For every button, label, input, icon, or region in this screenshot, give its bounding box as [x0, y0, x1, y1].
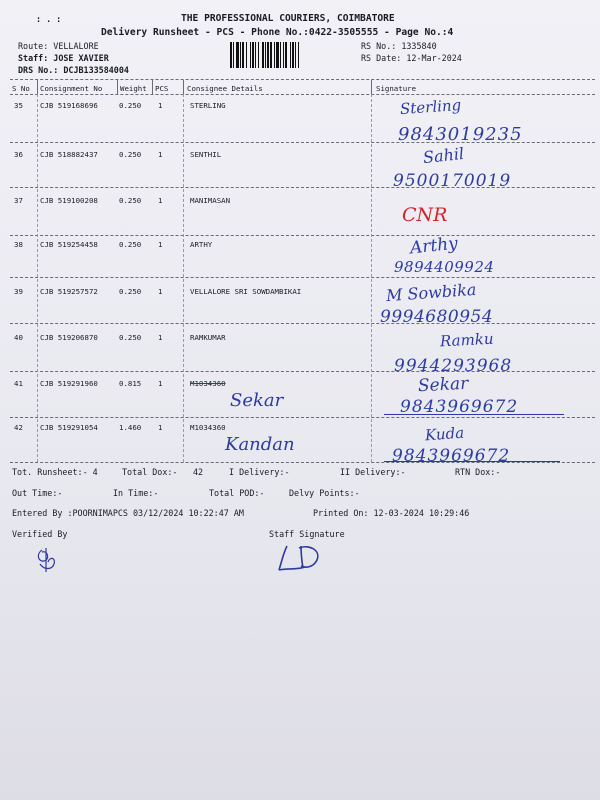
- row-consignee: VELLALORE SRI SOWDAMBIKAI: [190, 287, 302, 296]
- row-consignment: CJB 519257572: [40, 287, 98, 296]
- in-time: In Time:-: [113, 488, 159, 498]
- divider: [10, 94, 595, 95]
- row-sno: 39: [14, 287, 23, 296]
- divider: [10, 462, 595, 463]
- signature-phone: 9944293968: [394, 356, 513, 376]
- divider: [10, 371, 595, 372]
- total-dox-value: 42: [193, 467, 204, 477]
- row-pcs: 1: [158, 333, 163, 342]
- divider: [10, 277, 595, 278]
- row-sno: 35: [14, 101, 23, 110]
- printed-on: Printed On: 12-03-2024 10:29:46: [313, 508, 470, 518]
- row-consignment: CJB 519254458: [40, 240, 98, 249]
- entered-by: Entered By :POORNIMAPCS 03/12/2024 10:22:47 AM: [12, 508, 244, 518]
- rule: [183, 94, 184, 462]
- rule: [371, 94, 372, 462]
- signature-phone: 9843969672: [400, 397, 519, 417]
- signature-name: Arthy: [409, 233, 459, 259]
- signature-name: CNR: [402, 204, 448, 226]
- rs-number: RS No.: 1335840: [361, 41, 437, 51]
- rs-date: RS Date: 12-Mar-2024: [361, 53, 462, 63]
- row-weight: 0.815: [119, 379, 142, 388]
- signature-name: Sterling: [399, 95, 462, 119]
- ii-delivery: II Delivery:-: [340, 467, 406, 477]
- out-time: Out Time:-: [12, 488, 63, 498]
- row-pcs: 1: [158, 196, 163, 205]
- row-sno: 36: [14, 150, 23, 159]
- row-consignment: CJB 519291960: [40, 379, 98, 388]
- rule: [371, 80, 372, 94]
- consignee-handwritten-note: Kandan: [225, 434, 295, 455]
- staff-signature-label: Staff Signature: [269, 529, 345, 539]
- row-pcs: 1: [158, 240, 163, 249]
- divider: [10, 142, 595, 143]
- verified-by: Verified By: [12, 529, 68, 539]
- corner-mark: : . :: [36, 14, 62, 24]
- col-sno: S No: [12, 84, 30, 93]
- route: Route: VELLALORE: [18, 41, 99, 51]
- signature-name: M Sowbika: [385, 279, 477, 306]
- runsheet-title: Delivery Runsheet - PCS - Phone No.:0422-3505555 - Page No.:4: [101, 27, 454, 38]
- total-dox-label: Total Dox:-: [122, 467, 178, 477]
- divider: [10, 235, 595, 236]
- col-signature: Signature: [376, 84, 417, 93]
- row-weight: 0.250: [119, 196, 142, 205]
- col-consignment: Consignment No: [40, 84, 103, 93]
- row-consignee: M1034360: [190, 379, 226, 388]
- divider: [10, 187, 595, 188]
- signature-name: Ramku: [439, 329, 494, 351]
- row-weight: 0.250: [119, 333, 142, 342]
- row-weight: 0.250: [119, 101, 142, 110]
- row-consignee: M1034360: [190, 423, 226, 432]
- row-sno: 37: [14, 196, 23, 205]
- row-consignment: CJB 519291054: [40, 423, 98, 432]
- row-sno: 42: [14, 423, 23, 432]
- row-consignee: MANIMASAN: [190, 196, 231, 205]
- col-weight: Weight: [120, 84, 147, 93]
- row-consignee: STERLING: [190, 101, 226, 110]
- barcode: [230, 42, 356, 68]
- row-pcs: 1: [158, 150, 163, 159]
- row-consignment: CJB 519100208: [40, 196, 98, 205]
- row-sno: 38: [14, 240, 23, 249]
- verified-signature-mark: [34, 544, 64, 576]
- row-consignee: SENTHIL: [190, 150, 222, 159]
- rule: [117, 80, 118, 94]
- signature-phone: 9843019235: [398, 124, 523, 145]
- row-consignee: RAMKUMAR: [190, 333, 226, 342]
- signature-name: Kuda: [424, 423, 465, 445]
- row-weight: 0.250: [119, 287, 142, 296]
- signature-name: Sekar: [417, 373, 469, 397]
- barcode-bar: [299, 42, 301, 68]
- staff-signature-mark: [275, 540, 335, 574]
- signature-phone: 9843969672: [392, 446, 511, 466]
- row-consignment: CJB 519168696: [40, 101, 98, 110]
- row-weight: 0.250: [119, 240, 142, 249]
- signature-phone: 9500170019: [393, 171, 512, 191]
- tot-runsheet: Tot. Runsheet:- 4: [12, 467, 98, 477]
- drs-number: DRS No.: DCJB133584004: [18, 65, 129, 75]
- i-delivery: I Delivery:-: [229, 467, 290, 477]
- col-consignee: Consignee Details: [187, 84, 263, 93]
- row-pcs: 1: [158, 101, 163, 110]
- col-pcs: PCS: [155, 84, 169, 93]
- signature-phone: 9894409924: [394, 258, 495, 276]
- signature-underline: [384, 414, 564, 415]
- company-name: THE PROFESSIONAL COURIERS, COIMBATORE: [181, 13, 395, 24]
- row-pcs: 1: [158, 379, 163, 388]
- staff: Staff: JOSE XAVIER: [18, 53, 109, 63]
- signature-name: Sahil: [422, 143, 465, 168]
- rule: [152, 80, 153, 94]
- rtn-dox: RTN Dox:-: [455, 467, 501, 477]
- row-weight: 1.460: [119, 423, 142, 432]
- consignee-handwritten-note: Sekar: [230, 390, 284, 411]
- divider: [10, 323, 595, 324]
- rule: [183, 80, 184, 94]
- row-pcs: 1: [158, 287, 163, 296]
- divider: [10, 79, 595, 80]
- row-consignment: CJB 518882437: [40, 150, 98, 159]
- delvy-points: Delvy Points:-: [289, 488, 360, 498]
- row-sno: 41: [14, 379, 23, 388]
- divider: [10, 417, 595, 418]
- row-consignee: ARTHY: [190, 240, 213, 249]
- row-pcs: 1: [158, 423, 163, 432]
- row-consignment: CJB 519206870: [40, 333, 98, 342]
- signature-phone: 9994680954: [380, 307, 494, 327]
- rule: [37, 80, 38, 94]
- rule: [37, 94, 38, 462]
- row-sno: 40: [14, 333, 23, 342]
- total-pod: Total POD:-: [209, 488, 265, 498]
- row-weight: 0.250: [119, 150, 142, 159]
